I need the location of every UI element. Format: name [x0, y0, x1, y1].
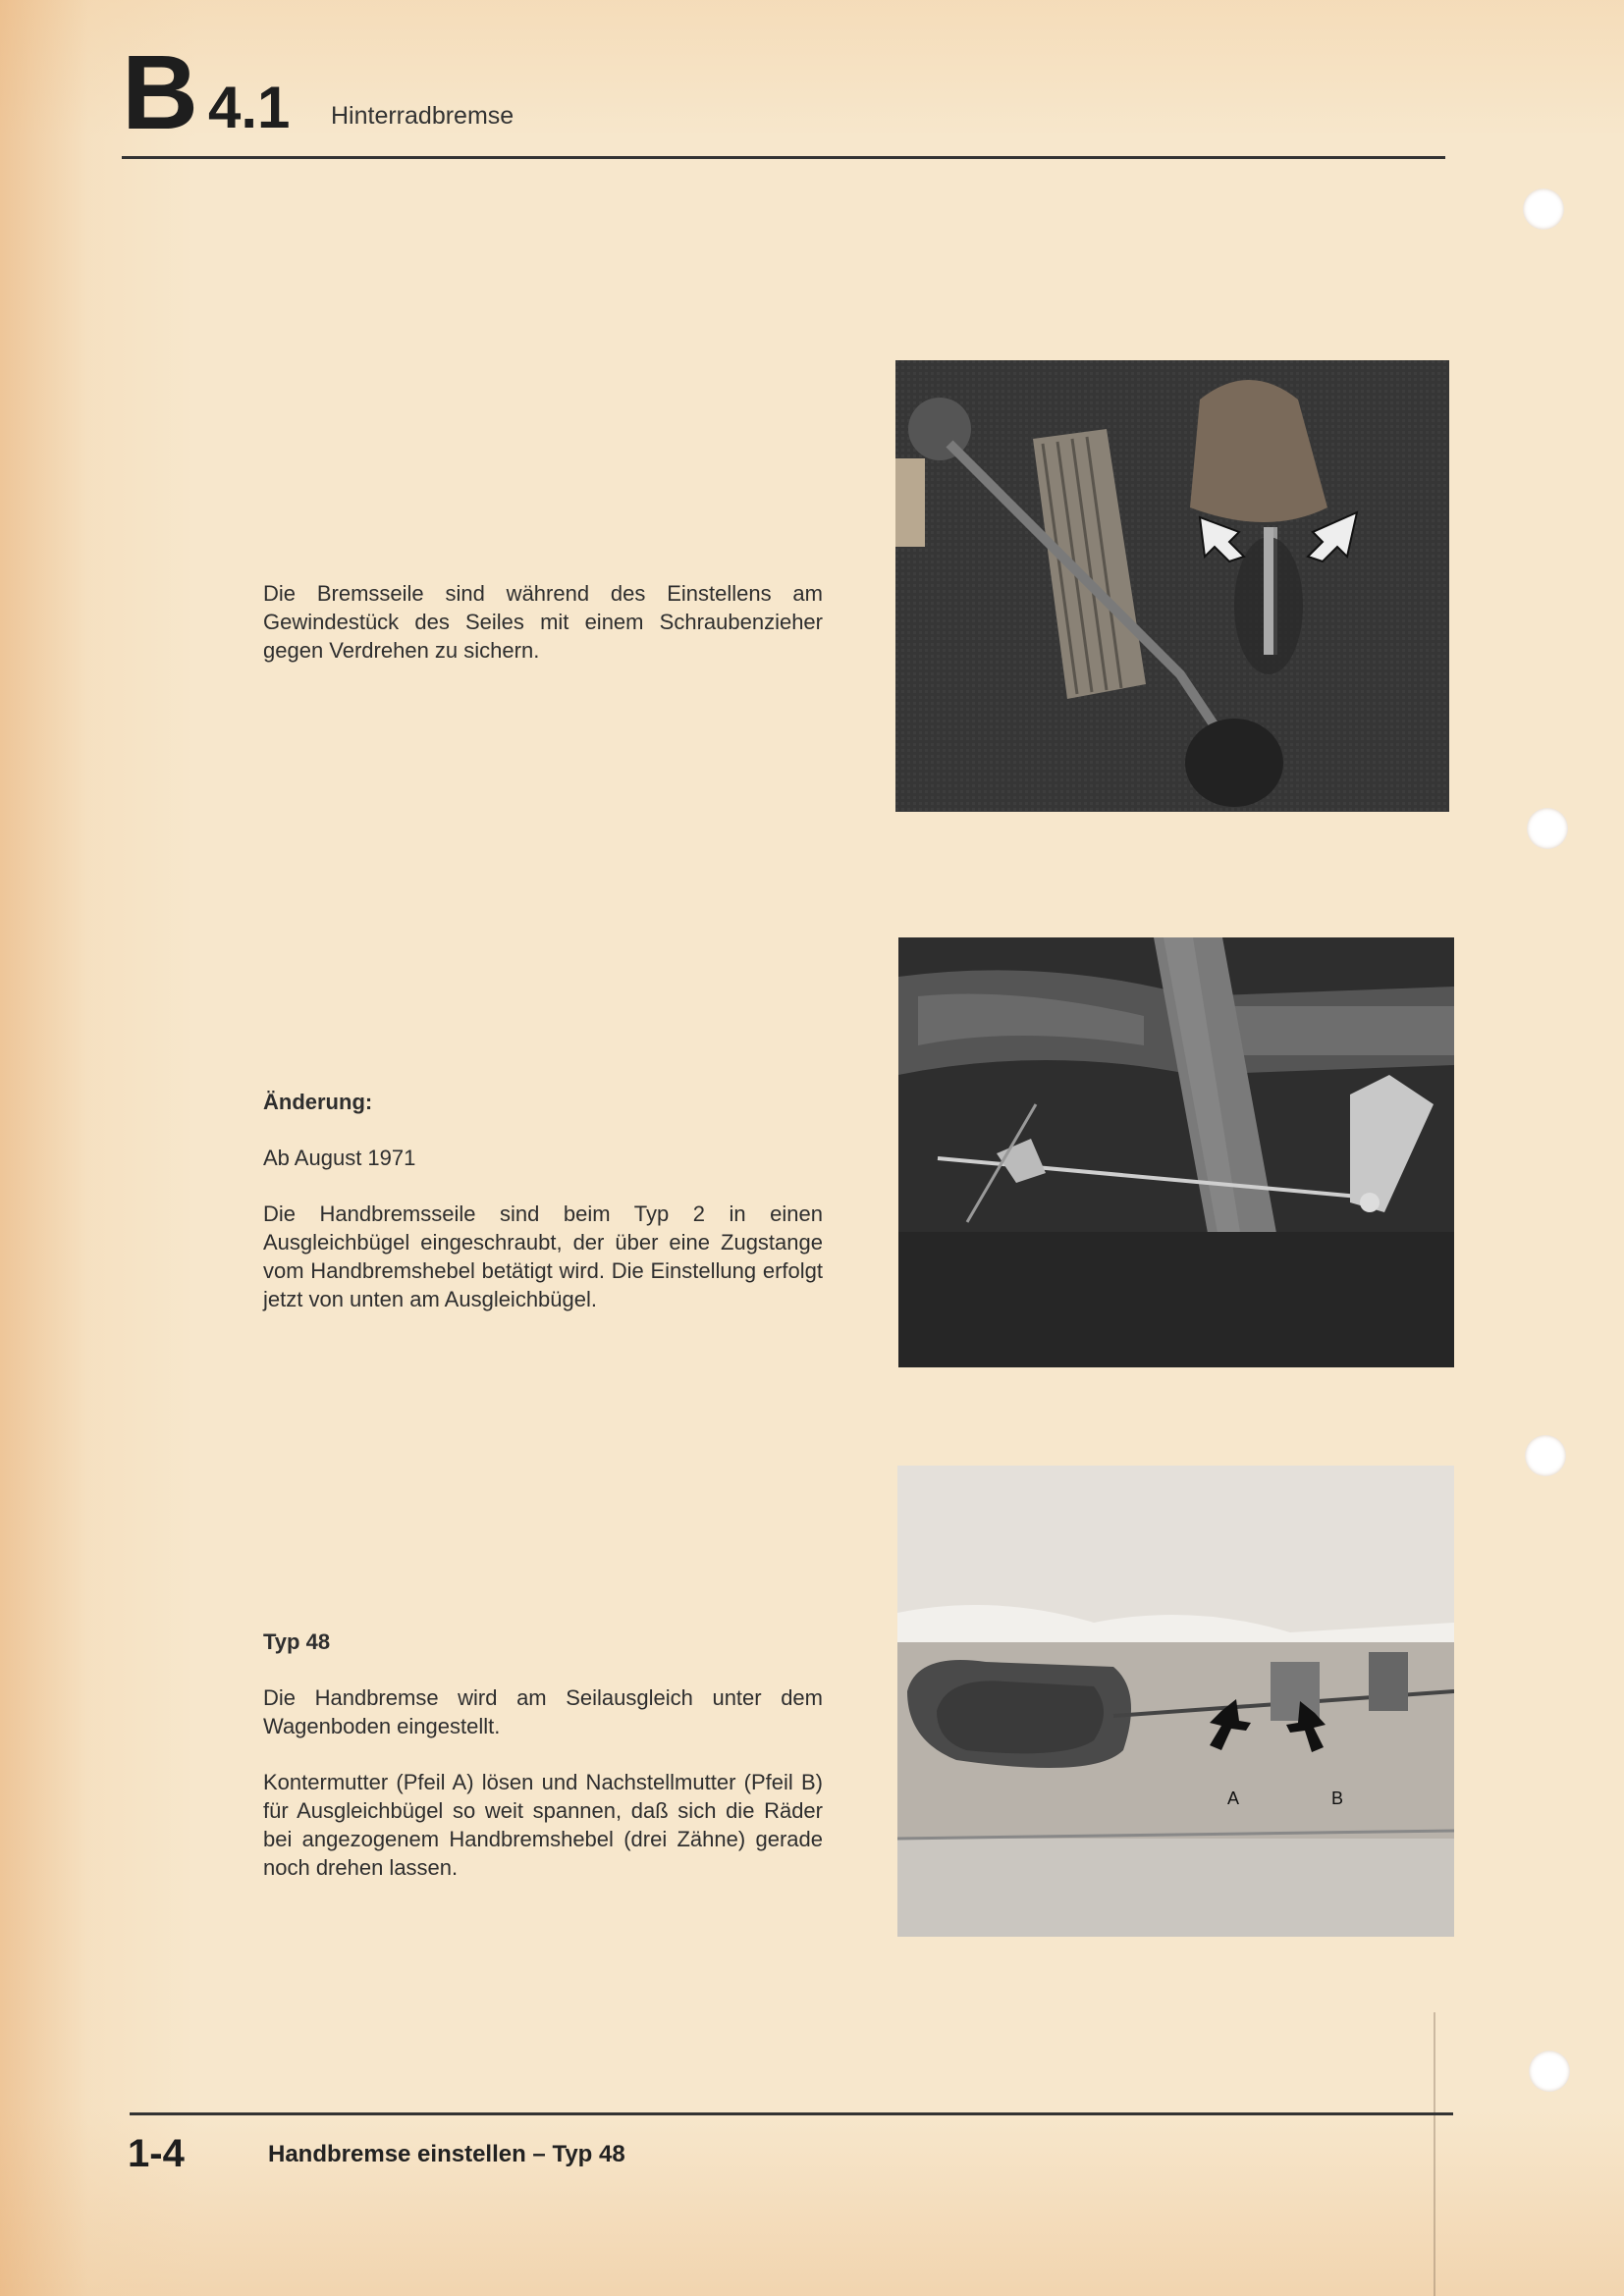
text-block-2: [263, 1088, 823, 1341]
date-note: Ab August 1971: [263, 1146, 416, 1170]
paragraph-seilausgleich: Die Handbremse wird am Seilausgleich unter dem Wagenboden eingestellt.: [263, 1685, 823, 1738]
binder-hole: [1523, 188, 1564, 230]
binder-hole: [1527, 808, 1568, 849]
binder-hole: [1529, 2051, 1570, 2092]
header-rule: [122, 156, 1445, 159]
heading-typ48: Typ 48: [263, 1629, 331, 1654]
page-number: 1-4: [128, 2132, 185, 2175]
paragraph-cable-securing: Die Bremsseile sind während des Einstellens am Gewindestück des Seiles mit einem Schraubenzieher gegen Verdrehen zu sichern.: [263, 581, 823, 663]
paper-crease: [1434, 2012, 1435, 2296]
section-title: Hinterradbremse: [331, 102, 514, 130]
footer-title: Handbremse einstellen – Typ 48: [268, 2141, 625, 2167]
photo-underbody-linkage: [898, 937, 1454, 1367]
text-block-3: [263, 1628, 823, 1909]
paragraph-ausgleichbuegel: Die Handbremsseile sind beim Typ 2 in einen Ausgleichbügel eingeschraubt, der über eine Zugstange vom Handbremshebel betätigt wird. Die Einstellung erfolgt jetzt von unten am Ausgleichbügel.: [263, 1201, 823, 1311]
heading-aenderung: Änderung:: [263, 1090, 373, 1114]
binder-hole: [1525, 1435, 1566, 1476]
paragraph-kontermutter: Kontermutter (Pfeil A) lösen und Nachstellmutter (Pfeil B) für Ausgleichbügel so weit spannen, daß sich die Räder bei angezogenem Handbremshebel (drei Zähne) gerade noch drehen lassen.: [263, 1770, 823, 1880]
arrow-label-b: B: [1331, 1789, 1344, 1808]
section-number: 4.1: [208, 75, 291, 140]
photo-typ48-seilausgleich: [897, 1466, 1454, 1937]
section-letter: B: [122, 32, 196, 151]
arrow-label-a: A: [1227, 1789, 1240, 1808]
text-block-1: [263, 579, 823, 692]
footer-rule: [130, 2112, 1453, 2115]
photo-handbrake-lever: [895, 360, 1449, 812]
